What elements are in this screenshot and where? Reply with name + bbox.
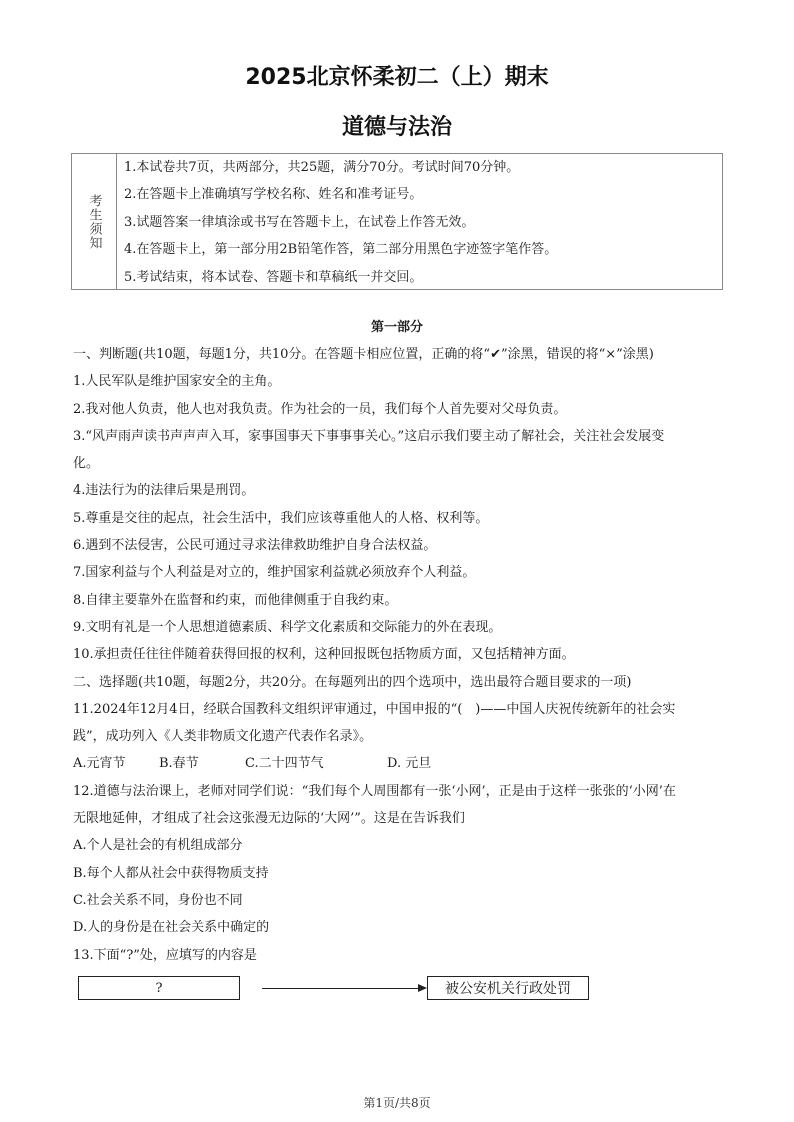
part-heading: 第一部分 xyxy=(370,320,423,335)
judgment-line: 4.违法行为的法律后果是刑罚。 xyxy=(73,483,255,499)
q12-option-d: D.人的身份是在社会关系中确定的 xyxy=(73,920,270,936)
q11-stem-line: 践”，成功列入《人类非物质文化遗产代表作名录》。 xyxy=(73,729,373,745)
q12-stem-line: 无限地延伸，才组成了社会这张漫无边际的‘大网’”。这是在告诉我们 xyxy=(73,811,465,827)
q11-options xyxy=(73,750,723,777)
exam-title: 2025北京怀柔初二（上）期末 xyxy=(245,65,549,90)
section2-intro: 二、选择题(共10题，每题2分，共20分。在每题列出的四个选项中，选出最符合题目要求的一项) xyxy=(73,674,632,690)
right-arrow-icon xyxy=(262,988,425,989)
q11-option-b: B.春节 xyxy=(159,756,199,772)
q13-stem: 13.下面“?”处，应填写的内容是 xyxy=(73,947,257,963)
section1-intro: 一、判断题(共10题，每题1分，共10分。在答题卡相应位置，正确的将“✔”涂黑，错误的将“×”涂黑) xyxy=(73,347,654,362)
subject-title: 道德与法治 xyxy=(341,115,452,140)
judgment-line: 2.我对他人负责，他人也对我负责。作为社会的一员，我们每个人首先要对父母负责。 xyxy=(73,401,567,417)
notice-side-label: 考生须知 xyxy=(86,193,102,250)
judgment-line: 10.承担责任往往伴随着获得回报的权利，这种回报既包括物质方面，又包括精神方面。 xyxy=(73,647,575,663)
judgment-line: 6.遇到不法侵害，公民可通过寻求法律救助维护自身合法权益。 xyxy=(73,538,437,554)
q11-option-a: A.元宵节 xyxy=(73,756,126,772)
judgment-line: 8.自律主要靠外在监督和约束，而他律侧重于自我约束。 xyxy=(73,592,398,608)
q12-option-b: B.每个人都从社会中获得物质支持 xyxy=(73,865,269,881)
judgment-line: 1.人民军队是维护国家安全的主角。 xyxy=(73,374,281,390)
q11-option-c: C.二十四节气 xyxy=(245,756,324,772)
q11-option-d: D. 元旦 xyxy=(387,756,432,772)
q13-unknown-box: ? xyxy=(78,976,240,1000)
q11-stem-line: 11.2024年12月4日，经联合国教科文组织评审通过，中国申报的“( )——中国人庆祝传统新年的社会实 xyxy=(73,701,676,717)
question-body xyxy=(73,341,723,969)
notice-item: 4.在答题卡上，第一部分用2B铅笔作答，第二部分用黑色字迹签字笔作答。 xyxy=(124,242,558,258)
judgment-line: 9.文明有礼是一个人思想道德素质、科学文化素质和交际能力的外在表现。 xyxy=(73,619,502,635)
judgment-line: 3.“风声雨声读书声声声入耳，家事国事天下事事事关心。”这启示我们要主动了解社会，关注社会发展变 xyxy=(73,428,665,444)
judgment-line: 5.尊重是交往的起点，社会生活中，我们应该尊重他人的人格、权利等。 xyxy=(73,510,489,526)
q12-stem-line: 12.道德与法治课上，老师对同学们说：“我们每个人周围都有一张‘小网’，正是由于这样一张张的‘小网’在 xyxy=(73,783,676,799)
notice-item: 2.在答题卡上准确填写学校名称、姓名和准考证号。 xyxy=(124,187,423,203)
notice-item: 3.试题答案一律填涂或书写在答题卡上，在试卷上作答无效。 xyxy=(124,214,475,230)
q13-result-box: 被公安机关行政处罚 xyxy=(427,976,589,1000)
q12-option-c: C.社会关系不同，身份也不同 xyxy=(73,892,243,908)
notice-items xyxy=(124,154,716,291)
judgment-line: 7.国家利益与个人利益是对立的，维护国家利益就必须放弃个人利益。 xyxy=(73,565,476,581)
q13-diagram xyxy=(78,976,590,1002)
notice-item: 1.本试卷共7页，共两部分，共25题，满分70分。考试时间70分钟。 xyxy=(124,160,520,175)
candidate-notice-box xyxy=(71,153,723,290)
q12-option-a: A.个人是社会的有机组成部分 xyxy=(73,838,243,854)
judgment-line: 化。 xyxy=(73,456,100,472)
page-footer: 第1页/共8页 xyxy=(363,1096,431,1110)
notice-side-label-cell xyxy=(72,154,117,289)
notice-item: 5.考试结束，将本试卷、答题卡和草稿纸一并交回。 xyxy=(124,269,423,285)
